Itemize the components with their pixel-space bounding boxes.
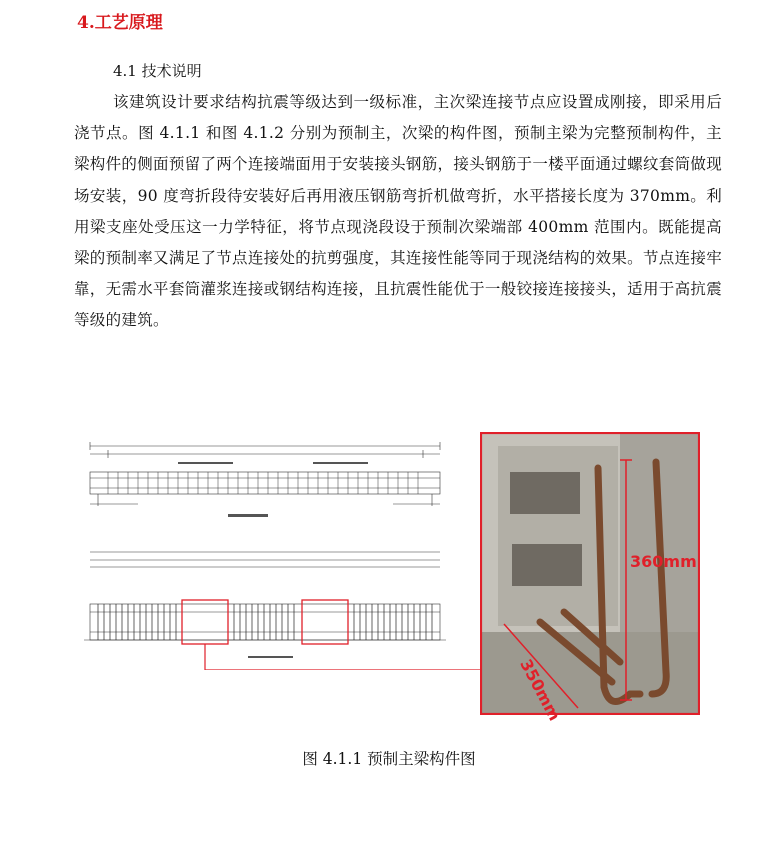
beam-photo [480, 432, 700, 715]
beam-drawing [78, 434, 480, 670]
figure-caption: 图 4.1.1 预制主梁构件图 [302, 750, 476, 768]
subsection-heading: 4.1 技术说明 [113, 62, 202, 80]
section-heading: 4.工艺原理 [77, 13, 163, 33]
body-paragraph: 该建筑设计要求结构抗震等级达到一级标准，主次梁连接节点应设置成刚接，即采用后浇节点。图 4.1.1 和图 4.1.2 分别为预制主，次梁的构件图，预制主梁为完整预制构件，主梁构件的侧面预留了两个连接端面用于安装接头钢筋，接头钢筋于一楼平面通过螺纹套筒做现场安装，90 度弯折段待安装好后再用液压钢筋弯折机做弯折，水平搭接长度为 370mm。利用梁支座处受压这一力学特征，将节点现浇段设于预制次梁端部 400mm 范围内。既能提高梁的预制率又满足了节点连接处的抗剪强度，其连接性能等同于现浇结构的效果。节点连接牢靠，无需水平套筒灌浆连接或钢结构连接，且抗震性能优于一般铰接连接接头，适用于高抗震等级的建筑。 [74, 93, 722, 330]
dimension-label-350: 350mm [516, 656, 565, 724]
figure-4-1-1 [70, 428, 710, 728]
dimension-label-360: 360mm [630, 552, 697, 571]
